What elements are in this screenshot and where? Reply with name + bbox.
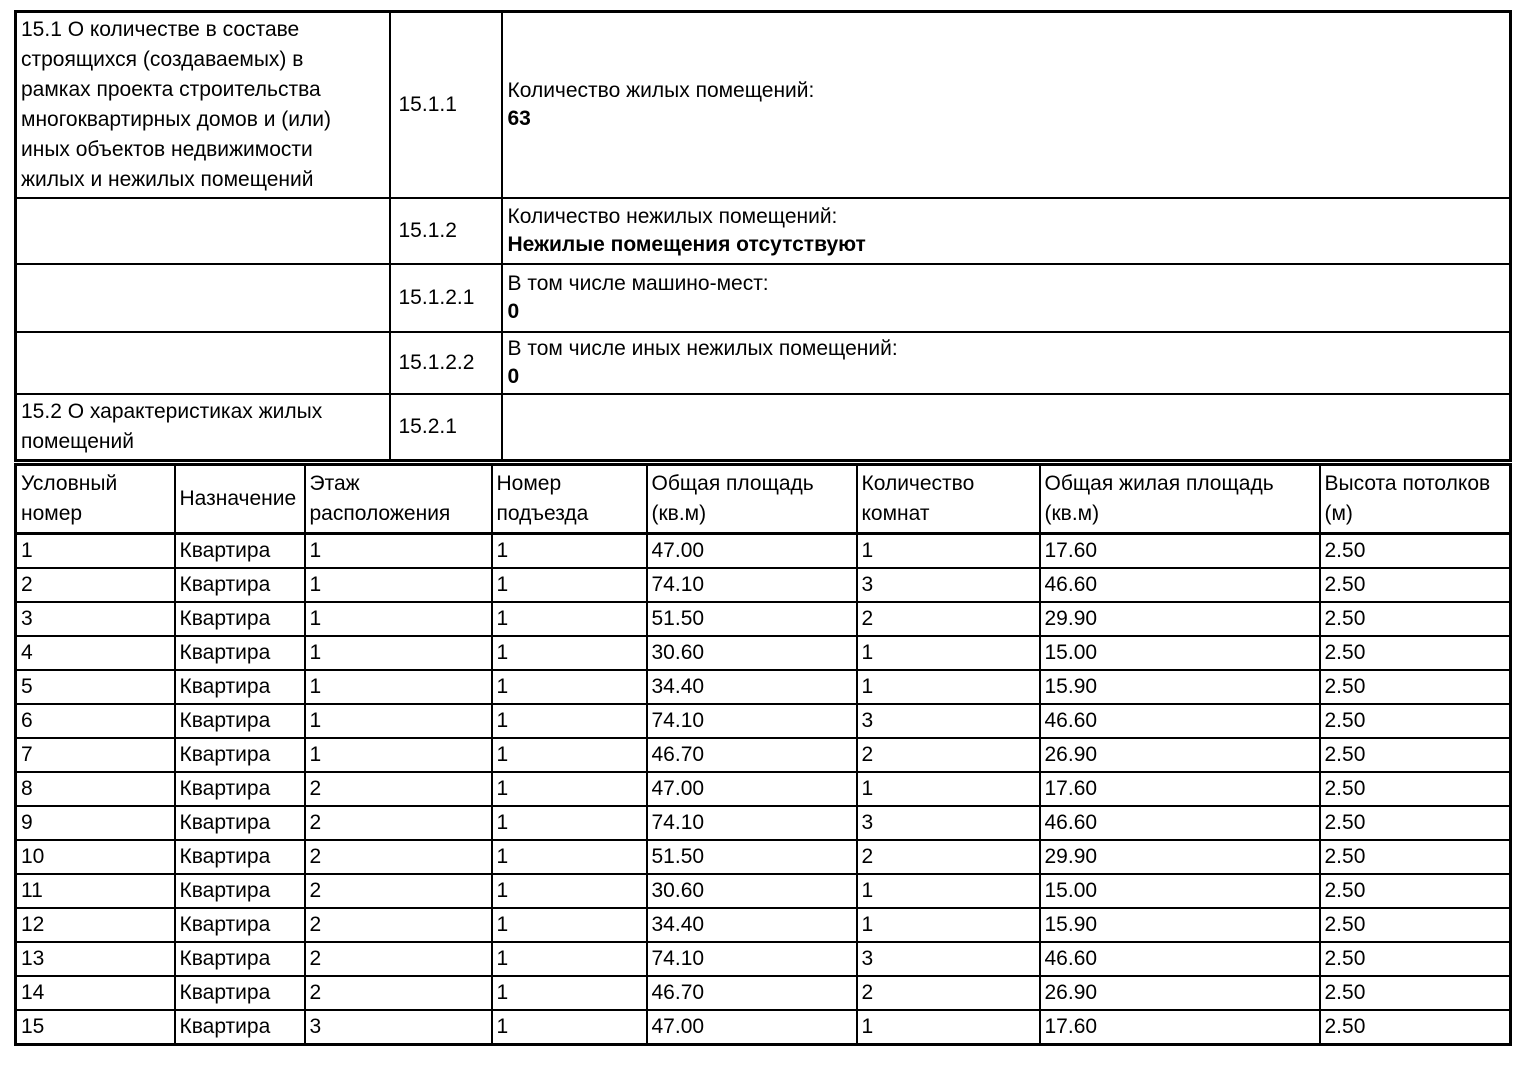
apartment-cell: 1 — [305, 704, 492, 738]
apartment-cell: 2 — [857, 602, 1040, 636]
apartment-cell: 1 — [305, 670, 492, 704]
apartment-cell: 51.50 — [647, 602, 857, 636]
cell-15-1-2-content — [502, 198, 1511, 264]
row-15-1-2-2 — [16, 332, 1511, 394]
cell-15-1-2-2-content — [502, 332, 1511, 394]
apartment-row — [16, 1010, 1511, 1045]
apartments-table-body — [16, 534, 1511, 1045]
column-header: Высота потолков (м) — [1320, 465, 1511, 534]
apartment-cell: 10 — [16, 840, 175, 874]
apartment-cell: 1 — [492, 568, 647, 602]
apartment-cell: Квартира — [175, 840, 305, 874]
apartment-cell: 15.00 — [1040, 874, 1320, 908]
apartment-cell: Квартира — [175, 772, 305, 806]
apartment-cell: 6 — [16, 704, 175, 738]
apartment-cell: Квартира — [175, 874, 305, 908]
apartment-cell: Квартира — [175, 534, 305, 569]
apartment-cell: 17.60 — [1040, 534, 1320, 569]
apartment-cell: 26.90 — [1040, 738, 1320, 772]
apartment-cell: 12 — [16, 908, 175, 942]
field-value-other-nonliving: 0 — [507, 365, 520, 388]
apartment-cell: 2 — [305, 806, 492, 840]
apartment-cell: 74.10 — [647, 942, 857, 976]
apartment-cell: 3 — [857, 704, 1040, 738]
apartment-cell: 2 — [857, 976, 1040, 1010]
apartment-cell: 2 — [305, 840, 492, 874]
apartment-cell: 8 — [16, 772, 175, 806]
code-15-2-1: 15.2.1 — [390, 394, 502, 461]
apartment-cell: 1 — [492, 670, 647, 704]
apartment-cell: 3 — [857, 568, 1040, 602]
section-15-2-description: 15.2 О характеристиках жилых помещений — [16, 394, 390, 461]
apartment-cell: 2.50 — [1320, 840, 1511, 874]
apartment-cell: 30.60 — [647, 874, 857, 908]
apartment-cell: 2 — [305, 908, 492, 942]
apartment-cell: 2 — [305, 976, 492, 1010]
apartment-cell: 2.50 — [1320, 942, 1511, 976]
apartment-cell: 74.10 — [647, 806, 857, 840]
declaration-section-15 — [14, 10, 1512, 1046]
apartment-cell: Квартира — [175, 942, 305, 976]
apartment-cell: Квартира — [175, 670, 305, 704]
code-15-1-2-1: 15.1.2.1 — [390, 264, 502, 332]
apartment-row — [16, 976, 1511, 1010]
apartment-cell: 1 — [305, 568, 492, 602]
apartment-cell: Квартира — [175, 704, 305, 738]
apartment-cell: 74.10 — [647, 568, 857, 602]
field-value-nonliving-units: Нежилые помещения отсутствуют — [507, 233, 866, 256]
apartment-cell: 2.50 — [1320, 806, 1511, 840]
apartment-cell: 47.00 — [647, 772, 857, 806]
apartment-cell: 1 — [492, 602, 647, 636]
apartment-cell: 4 — [16, 636, 175, 670]
apartment-cell: 1 — [492, 636, 647, 670]
apartment-cell: 34.40 — [647, 670, 857, 704]
apartment-cell: 2.50 — [1320, 908, 1511, 942]
apartment-cell: 1 — [857, 874, 1040, 908]
apartment-cell: 1 — [492, 704, 647, 738]
apartment-row — [16, 534, 1511, 569]
apartment-cell: 17.60 — [1040, 1010, 1320, 1045]
cell-15-2-1-content — [502, 394, 1511, 461]
apartment-cell: 3 — [857, 942, 1040, 976]
apartment-row — [16, 602, 1511, 636]
apartment-cell: 1 — [492, 840, 647, 874]
apartment-cell: 1 — [492, 806, 647, 840]
apartment-cell: 46.60 — [1040, 942, 1320, 976]
apartment-cell: 1 — [305, 738, 492, 772]
apartment-cell: 15.90 — [1040, 908, 1320, 942]
apartment-cell: 74.10 — [647, 704, 857, 738]
apartment-row — [16, 636, 1511, 670]
apartment-cell: 1 — [857, 908, 1040, 942]
apartment-cell: Квартира — [175, 602, 305, 636]
apartment-cell: 2 — [857, 738, 1040, 772]
apartment-cell: 47.00 — [647, 1010, 857, 1045]
apartment-cell: 46.70 — [647, 976, 857, 1010]
apartment-cell: 2.50 — [1320, 1010, 1511, 1045]
apartment-cell: 30.60 — [647, 636, 857, 670]
apartment-cell: 51.50 — [647, 840, 857, 874]
apartment-cell: 9 — [16, 806, 175, 840]
empty-cell — [16, 198, 390, 264]
apartments-table-header-row — [16, 465, 1511, 534]
apartment-row — [16, 942, 1511, 976]
code-15-1-2-2: 15.1.2.2 — [390, 332, 502, 394]
column-header: Условный номер — [16, 465, 175, 534]
apartment-cell: 1 — [492, 772, 647, 806]
apartment-cell: 3 — [16, 602, 175, 636]
apartment-cell: 29.90 — [1040, 840, 1320, 874]
apartment-cell: 1 — [305, 636, 492, 670]
apartment-cell: Квартира — [175, 806, 305, 840]
apartment-row — [16, 874, 1511, 908]
apartment-cell: 1 — [492, 874, 647, 908]
apartment-cell: 2.50 — [1320, 772, 1511, 806]
apartment-cell: 47.00 — [647, 534, 857, 569]
apartment-cell: 26.90 — [1040, 976, 1320, 1010]
field-label-other-nonliving: В том числе иных нежилых помещений: — [507, 337, 898, 360]
apartment-cell: 15.90 — [1040, 670, 1320, 704]
apartment-cell: 3 — [305, 1010, 492, 1045]
code-15-1-1: 15.1.1 — [390, 12, 502, 199]
apartment-cell: 2.50 — [1320, 874, 1511, 908]
field-value-living-units: 63 — [507, 107, 531, 130]
apartment-cell: 1 — [857, 1010, 1040, 1045]
apartment-cell: Квартира — [175, 1010, 305, 1045]
apartment-cell: 17.60 — [1040, 772, 1320, 806]
apartment-cell: 1 — [857, 670, 1040, 704]
apartment-cell: Квартира — [175, 568, 305, 602]
apartment-cell: 2.50 — [1320, 636, 1511, 670]
column-header: Количество комнат — [857, 465, 1040, 534]
apartment-cell: 34.40 — [647, 908, 857, 942]
apartment-cell: 1 — [857, 772, 1040, 806]
apartment-cell: 1 — [492, 908, 647, 942]
field-label-parking-places: В том числе машино-мест: — [507, 272, 769, 295]
apartment-cell: 2.50 — [1320, 670, 1511, 704]
apartment-cell: 2 — [305, 942, 492, 976]
apartment-cell: Квартира — [175, 738, 305, 772]
apartment-cell: 2.50 — [1320, 568, 1511, 602]
apartment-cell: 1 — [857, 636, 1040, 670]
apartment-cell: 2.50 — [1320, 602, 1511, 636]
apartment-cell: Квартира — [175, 908, 305, 942]
apartment-cell: 46.60 — [1040, 568, 1320, 602]
empty-cell — [16, 264, 390, 332]
apartment-cell: 2.50 — [1320, 976, 1511, 1010]
apartment-cell: 13 — [16, 942, 175, 976]
apartment-row — [16, 568, 1511, 602]
apartment-cell: 2 — [305, 772, 492, 806]
apartment-row — [16, 670, 1511, 704]
apartment-cell: 15 — [16, 1010, 175, 1045]
cell-15-1-2-1-content — [502, 264, 1511, 332]
field-label-nonliving-units: Количество нежилых помещений: — [507, 205, 838, 228]
apartment-cell: 2 — [16, 568, 175, 602]
apartment-row — [16, 840, 1511, 874]
apartment-row — [16, 806, 1511, 840]
section-15-info-table — [14, 10, 1512, 462]
apartment-row — [16, 738, 1511, 772]
apartment-cell: 15.00 — [1040, 636, 1320, 670]
column-header: Общая жилая площадь (кв.м) — [1040, 465, 1320, 534]
apartment-cell: 2.50 — [1320, 738, 1511, 772]
field-label-living-units: Количество жилых помещений: — [507, 79, 815, 102]
apartment-row — [16, 772, 1511, 806]
apartment-cell: 1 — [305, 602, 492, 636]
field-value-parking-places: 0 — [507, 300, 520, 323]
apartment-cell: 1 — [492, 738, 647, 772]
apartment-cell: 46.60 — [1040, 806, 1320, 840]
code-15-1-2: 15.1.2 — [390, 198, 502, 264]
apartment-cell: 1 — [492, 942, 647, 976]
apartment-cell: 11 — [16, 874, 175, 908]
apartment-cell: 2 — [305, 874, 492, 908]
apartment-cell: 46.70 — [647, 738, 857, 772]
column-header: Общая площадь (кв.м) — [647, 465, 857, 534]
apartment-cell: 1 — [305, 534, 492, 569]
section-15-1-description: 15.1 О количестве в составе строящихся (создаваемых) в рамках проекта строительства многоквартирных домов и (или) иных объектов недвижимости жилых и нежилых помещений — [16, 12, 390, 199]
apartment-cell: 46.60 — [1040, 704, 1320, 738]
apartment-cell: 5 — [16, 670, 175, 704]
apartment-cell: 1 — [492, 976, 647, 1010]
apartment-cell: 29.90 — [1040, 602, 1320, 636]
column-header: Номер подъезда — [492, 465, 647, 534]
apartment-cell: 7 — [16, 738, 175, 772]
empty-cell — [16, 332, 390, 394]
row-15-1-2-1 — [16, 264, 1511, 332]
row-15-1-1 — [16, 12, 1511, 199]
column-header: Этаж расположения — [305, 465, 492, 534]
apartment-row — [16, 704, 1511, 738]
apartment-cell: Квартира — [175, 976, 305, 1010]
apartment-cell: 2 — [857, 840, 1040, 874]
row-15-2-1 — [16, 394, 1511, 461]
apartment-cell: Квартира — [175, 636, 305, 670]
column-header: Назначение — [175, 465, 305, 534]
apartment-cell: 1 — [492, 534, 647, 569]
apartment-cell: 2.50 — [1320, 704, 1511, 738]
apartments-table — [14, 463, 1512, 1046]
apartment-cell: 2.50 — [1320, 534, 1511, 569]
apartment-cell: 14 — [16, 976, 175, 1010]
apartment-cell: 1 — [492, 1010, 647, 1045]
apartment-cell: 1 — [857, 534, 1040, 569]
apartment-cell: 3 — [857, 806, 1040, 840]
apartment-row — [16, 908, 1511, 942]
row-15-1-2 — [16, 198, 1511, 264]
cell-15-1-1-content — [502, 12, 1511, 199]
apartment-cell: 1 — [16, 534, 175, 569]
